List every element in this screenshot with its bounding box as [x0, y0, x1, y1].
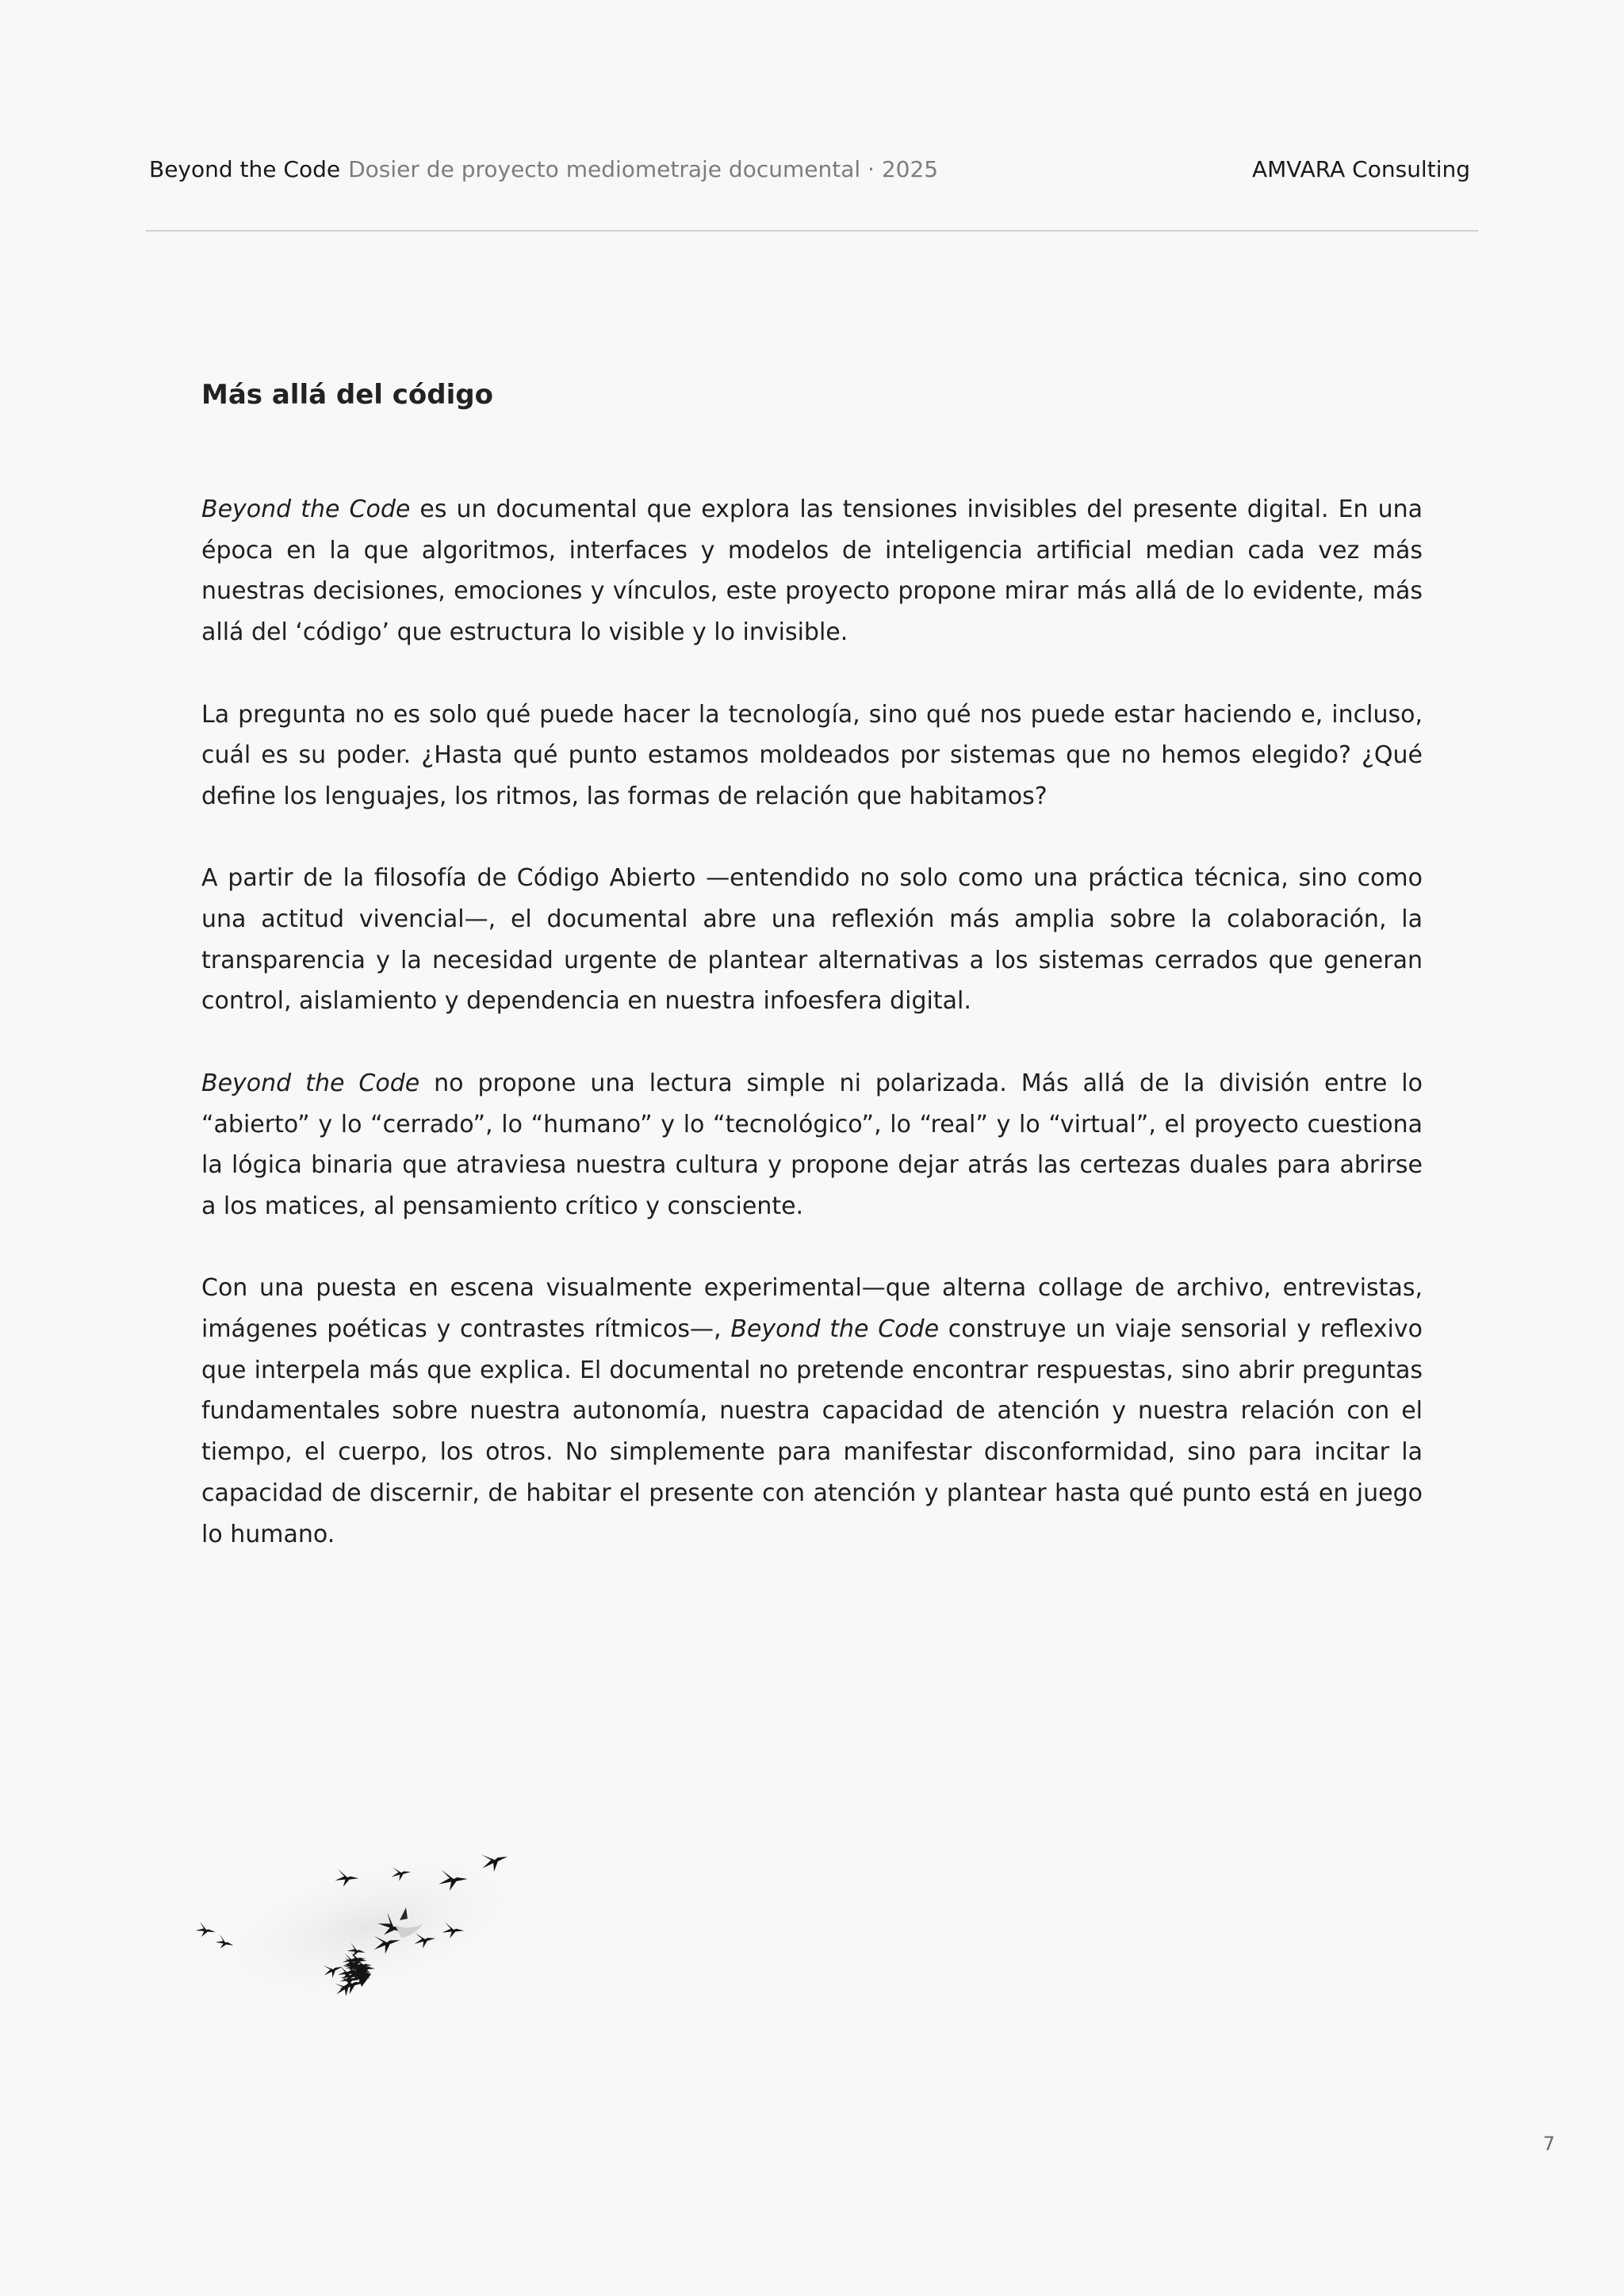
paragraph-text: construye un viaje sensorial y reflexivo que interpela más que explica. El documental no pretende encontrar respuestas, sino abrir preguntas fundamentales sobre nuestra autonomía, nuestra capacidad de atención y nuestra relación con el tiempo, el cuerpo, los otros. No simplemente para manifestar disconformidad, sino para incitar la capacidad de discernir, de habitar el presente con atención y plantear hasta qué punto está en juego lo humano. [201, 1315, 1423, 1548]
page-header [149, 154, 1470, 186]
paragraph-4 [201, 1063, 1423, 1227]
film-title-italic: Beyond the Code [201, 1069, 420, 1097]
section-title: Más allá del código [201, 379, 493, 411]
paragraph-1 [201, 489, 1423, 653]
birds-illustration-icon [187, 1831, 560, 2006]
film-title-italic: Beyond the Code [201, 496, 411, 523]
company-name: AMVARA Consulting [1251, 156, 1470, 182]
film-title-italic: Beyond the Code [730, 1315, 940, 1343]
body-text [201, 489, 1423, 1555]
paragraph-text: Con una puesta en escena visualmente experimental—que alterna collage de archivo, entrevistas, imágenes poéticas y contrastes rítmicos—, [201, 1274, 1423, 1343]
paragraph-text: es un documental que explora las tensiones invisibles del presente digital. En una época en la que algoritmos, interfaces y modelos de inteligencia artificial median cada vez más nuestras decisiones, emociones y vínculos, este proyecto propone mirar más allá de lo evidente, más allá del ‘código’ que estructura lo visible y lo invisible. [201, 496, 1423, 647]
document-title: Beyond the Code [149, 156, 341, 182]
paragraph-5 [201, 1268, 1423, 1555]
paragraph-2: La pregunta no es solo qué puede hacer la tecnología, sino qué nos puede estar haciendo e, incluso, cuál es su poder. ¿Hasta qué punto estamos moldeados por sistemas que no hemos elegido? ¿Qué define los lenguajes, los ritmos, las formas de relación que habitamos? [201, 700, 1423, 810]
header-divider [146, 230, 1478, 232]
paragraph-text: no propone una lectura simple ni polarizada. Más allá de la división entre lo “abierto” y lo “cerrado”, lo “humano” y lo “tecnológico”, lo “real” y lo “virtual”, el proyecto cuestiona la lógica binaria que atraviesa nuestra cultura y propone dejar atrás las certezas duales para abrirse a los matices, al pensamiento crítico y consciente. [201, 1069, 1423, 1220]
paragraph-3: A partir de la filosofía de Código Abierto —entendido no solo como una práctica técnica, sino como una actitud vivencial—, el documental abre una reflexión más amplia sobre la colaboración, la transparencia y la necesidad urgente de plantear alternativas a los sistemas cerrados que generan control, aislamiento y dependencia en nuestra infoesfera digital. [201, 864, 1423, 1016]
page-number: 7 [1542, 2133, 1555, 2155]
document-subtitle: Dosier de proyecto mediometraje documental · 2025 [348, 156, 939, 182]
